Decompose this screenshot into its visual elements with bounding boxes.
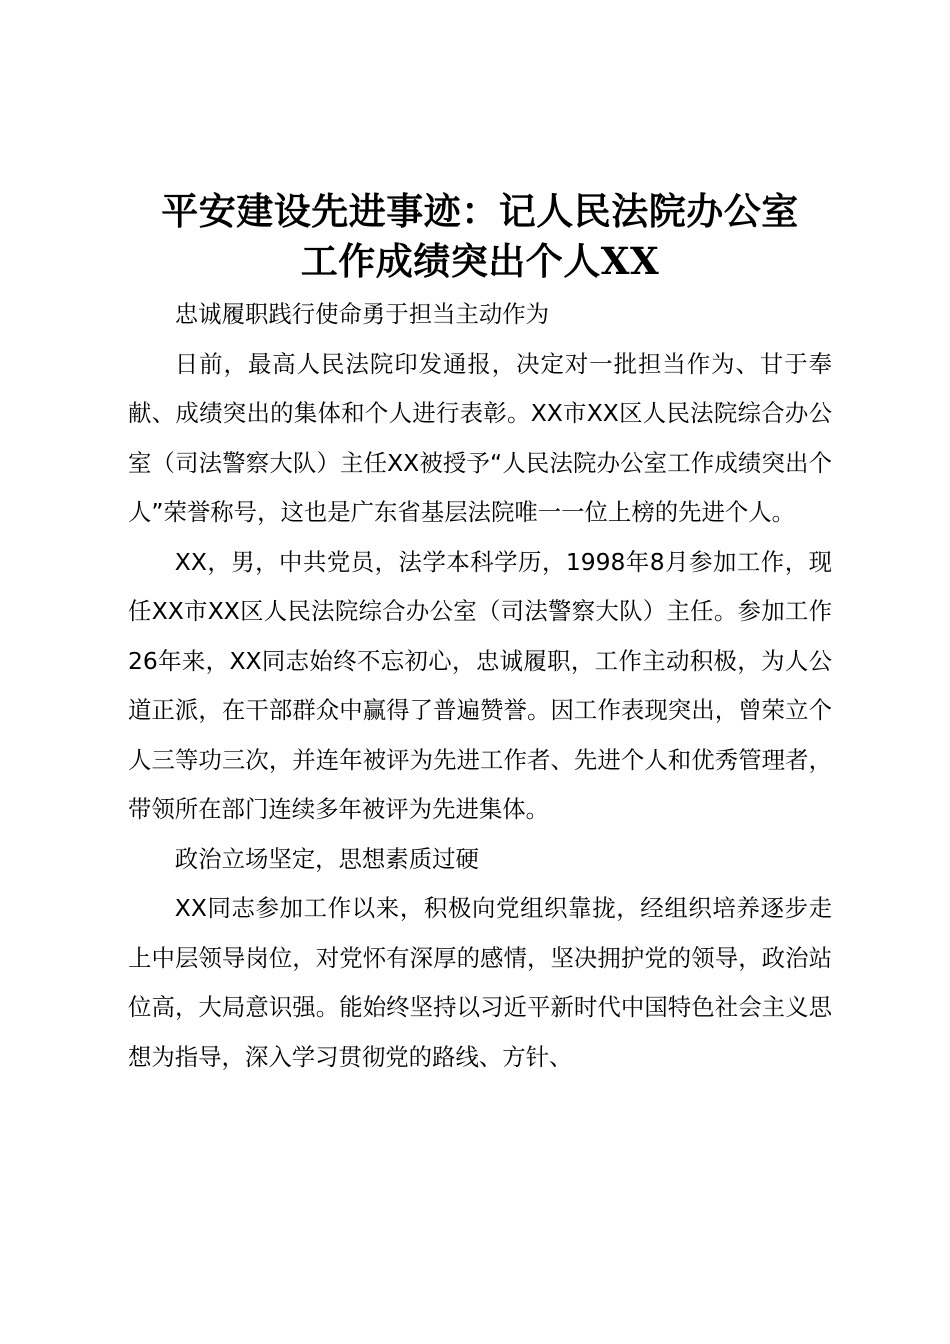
title-line-1: 平安建设先进事迹：记人民法院办公室 xyxy=(161,189,799,233)
paragraph-1: 日前，最高人民法院印发通报，决定对一批担当作为、甘于奉献、成绩突出的集体和个人进行表彰。XX市XX区人民法院综合办公室（司法警察大队）主任XX被授予“人民法院办公室工作成绩突出个人”荣誉称号，这也是广东省基层法院唯一一位上榜的先进个人。 xyxy=(128,349,832,526)
section-heading-2: 政治立场坚定，思想素质过硬 xyxy=(174,844,479,873)
paragraph-2: XX，男，中共党员，法学本科学历，1998年8月参加工作，现任XX市XX区人民法院综合办公室（司法警察大队）主任。参加工作26年来，XX同志始终不忘初心，忠诚履职，工作主动积极，为人公道正派，在干部群众中赢得了普遍赞誉。因工作表现突出，曾荣立个人三等功三次，并连年被评为先进工作者、先进个人和优秀管理者，带领所在部门连续多年被评为先进集体。 xyxy=(128,547,832,823)
document-page xyxy=(128,186,832,1082)
title-line-2: 工作成绩突出个人XX xyxy=(300,239,660,283)
section-heading-1: 忠诚履职践行使命勇于担当主动作为 xyxy=(174,300,550,328)
document-title xyxy=(128,186,832,286)
paragraph-3: XX同志参加工作以来，积极向党组织靠拢，经组织培养逐步走上中层领导岗位，对党怀有深厚的感情，坚决拥护党的领导，政治站位高，大局意识强。能始终坚持以习近平新时代中国特色社会主义思想为指导，深入学习贯彻党的路线、方针、 xyxy=(128,894,832,1071)
